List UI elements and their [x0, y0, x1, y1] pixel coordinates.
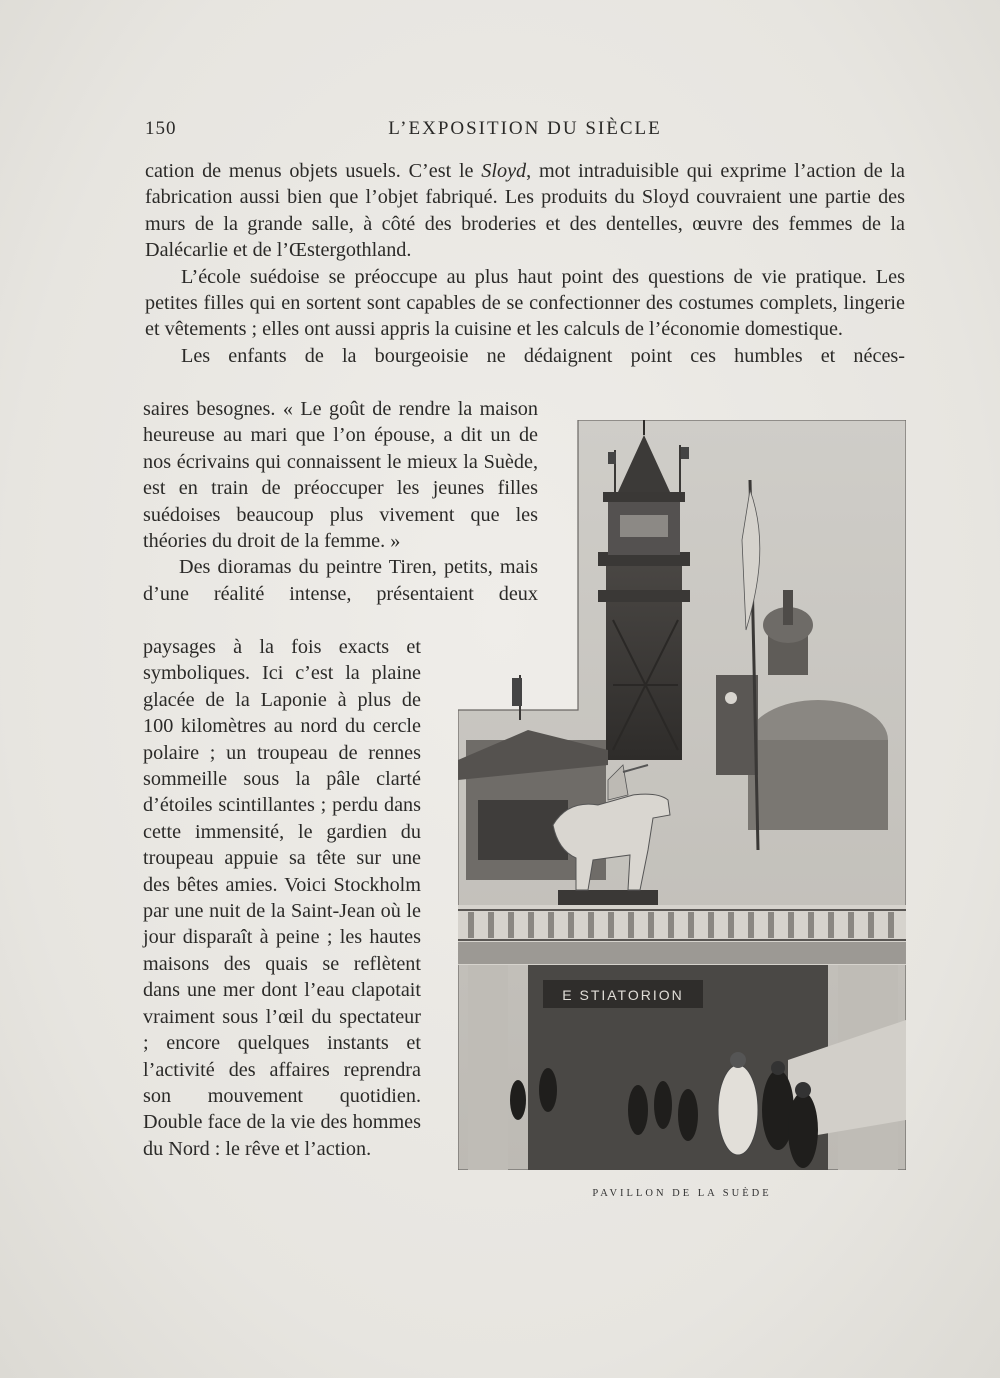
- running-title: L’EXPOSITION DU SIÈCLE: [388, 118, 662, 139]
- pavilion-engraving: [458, 420, 906, 1170]
- paragraph-4-rest: paysages à la fois exacts et symboliques. Ici c’est la plaine glacée de la Laponie à plus de 100 kilomètres au nord du cercle polaire ; un troupeau de rennes sommeille sous la pâle clarté d’étoiles scintillantes ; perdu dans cette immensité, le gardien du troupeau appuie sa tête sur une des bêtes amies. Voici Stockholm par une nuit de la Saint-Jean où le jour disparaît à peine ; les hautes maisons des quais se reflètent dans une mer dont l’eau clapotait vraiment sous l’œil du spectateur ; encore quelques instants et l’activité des affaires reprendra son mouvement quotidien. Double face de la vie des hommes du Nord : le rêve et l’action.: [143, 636, 421, 1160]
- paragraph-1: cation de menus objets usuels. C’est le Sloyd, mot intraduisible qui exprime l’action de la fabrication aussi bien que l’objet fabriqué. Les produits du Sloyd couvraient une partie des murs de la grande salle, à côté des broderies et des dentelles, œuvre des femmes de la Dalécarlie et de l’Œstergothland.: [145, 160, 905, 262]
- page-header: [145, 118, 905, 142]
- sloyd-term: Sloyd: [481, 160, 527, 182]
- paragraph-2: L’école suédoise se préoccupe au plus haut point des questions de vie pratique. Les petites filles qui en sortent sont capables de se confectionner des costumes complets, lingerie et vêtements ; elles ont aussi appris la cuisine et les calculs de l’économie domestique.: [145, 265, 905, 341]
- paragraph-4-start: Des dioramas du peintre Tiren, petits, mais d’une réalité intense, présentaient deux: [143, 556, 538, 605]
- restaurant-sign: E STIATORION: [562, 987, 684, 1003]
- pavilion-illustration: [458, 420, 906, 1170]
- body-text-full-width: [145, 158, 905, 369]
- paragraph-3-start: Les enfants de la bourgeoisie ne dédaignent point ces humbles et néces-: [181, 344, 905, 367]
- body-text-column-lower: [143, 634, 421, 1162]
- page-number: 150: [145, 118, 177, 139]
- figure-caption: PAVILLON DE LA SUÈDE: [592, 1188, 772, 1199]
- paragraph-3-rest: saires besognes. « Le goût de rendre la maison heureuse au mari que l’on épouse, a dit un de nos écrivains qui connaissent le mieux la Suède, est en train de préoccuper les jeunes filles suédoises beaucoup plus vivement que les théories du droit de la femme. »: [143, 398, 538, 553]
